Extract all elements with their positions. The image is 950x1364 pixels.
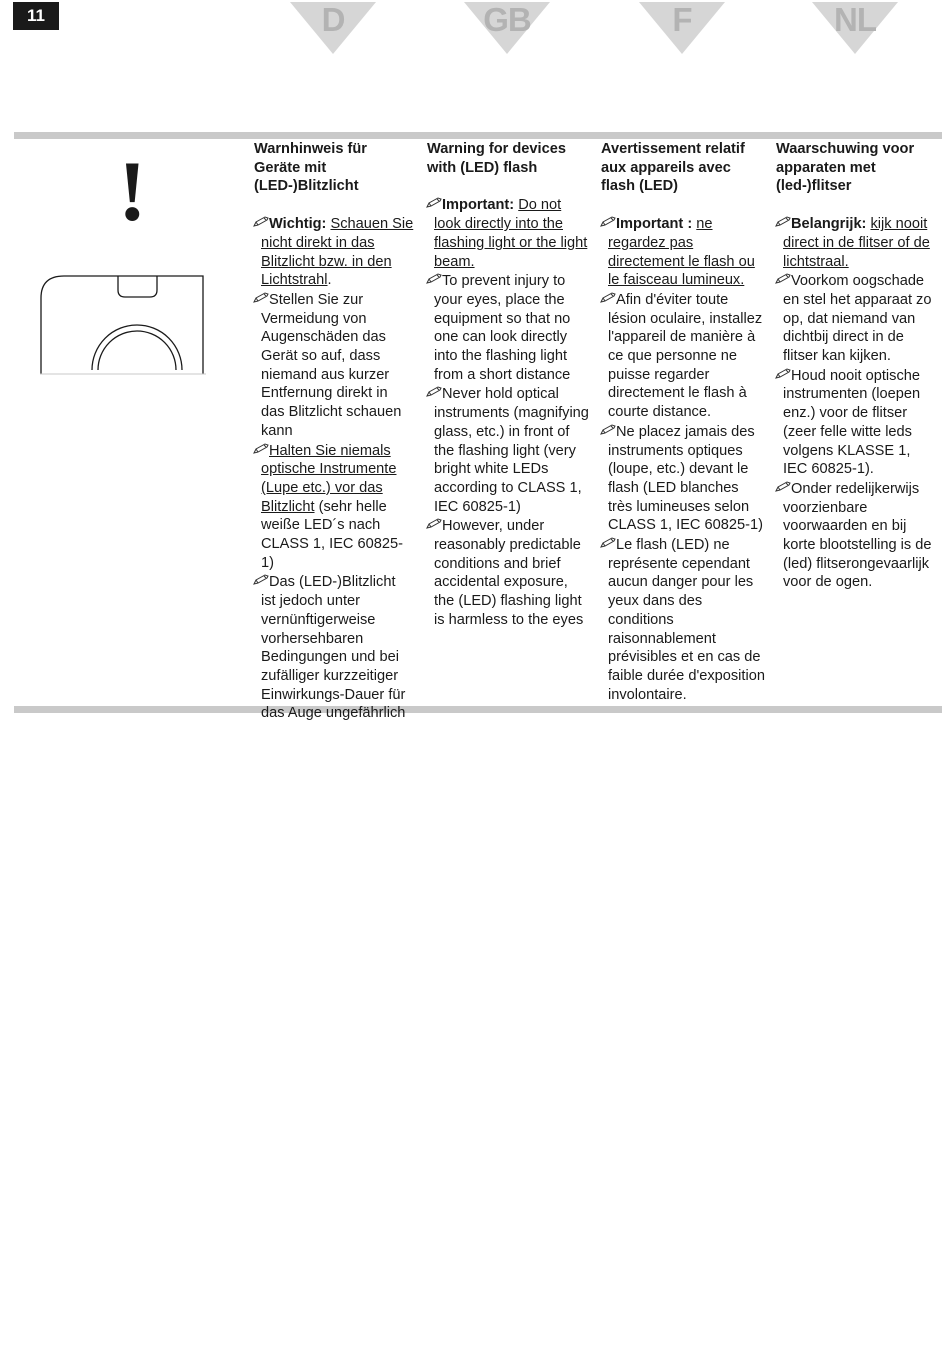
- column-french: [601, 140, 765, 704]
- item-label: Important :: [616, 216, 693, 233]
- warning-item: [427, 516, 591, 629]
- pencil-icon: [253, 214, 269, 225]
- item-text: Voorkom oogschade en stel het apparaat zo op, dat niemand van dichtbij direct in de flitser kan kijken.: [783, 273, 932, 365]
- pencil-icon: [600, 535, 616, 546]
- item-emphasis: Do not look directly into the flashing light or the light beam.: [434, 197, 588, 270]
- item-text: Ne placez jamais des instruments optiques (loupe, etc.) devant le flash (LED blanches très lumineuses selon CLASS 1, IEC 60825-1): [608, 423, 763, 534]
- item-text: Stellen Sie zur Vermeidung von Augenschäden das Gerät so auf, dass niemand aus kurzer Entfernung direkt in das Blitzlicht schauen kann: [261, 291, 402, 439]
- item-text: Afin d'éviter toute lésion oculaire, installez l'appareil de manière à ce que personne ne puisse regarder directement le flash à courte distance.: [608, 291, 763, 421]
- pencil-icon: [600, 422, 616, 433]
- column-english: [427, 140, 591, 630]
- warning-item: [601, 214, 765, 290]
- column-dutch: [776, 140, 938, 592]
- pencil-icon: [253, 572, 269, 583]
- pencil-icon: [600, 290, 616, 301]
- item-text: Houd nooit optische instrumenten (loepen enz.) voor de flitser (zeer felle witte leds volgens KLASSE 1, IEC 60825-1).: [783, 367, 921, 478]
- warning-item: [427, 384, 591, 516]
- item-text: .: [327, 272, 332, 289]
- item-text: Never hold optical instruments (magnifying glass, etc.) in front of the flashing light (very bright white LEDs according to CLASS 1, IEC 60825-1): [434, 386, 589, 515]
- item-text: (sehr helle weiße LED´s nach CLASS 1, IEC 60825-1): [261, 498, 403, 571]
- pencil-icon: [426, 271, 442, 282]
- item-text: Das (LED-)Blitzlicht ist jedoch unter vernünftigerweise vorhersehbaren Bedingungen und bei zufälliger kurzzeitiger Einwirkungs-Dauer für das Auge ungefährlich: [261, 574, 406, 722]
- column-title: Warning for devices with (LED) flash: [427, 141, 566, 176]
- warning-item: [601, 290, 765, 422]
- pencil-icon: [775, 366, 791, 377]
- item-label: Wichtig:: [269, 216, 327, 233]
- warning-item: [254, 214, 414, 290]
- warning-item: [254, 572, 414, 723]
- warning-item: [427, 271, 591, 384]
- language-tab-label: D: [321, 1, 345, 38]
- item-text: Onder redelijkerwijs voorzienbare voorwaarden en bij korte blootstelling is de (led) flitserongevaarlijk voor de ogen.: [783, 480, 932, 591]
- column-title: Waarschuwing voor apparaten met (led-)flitser: [776, 141, 915, 195]
- pencil-icon: [426, 195, 442, 206]
- language-tab-gb: [464, 2, 550, 54]
- warning-exclamation-icon: !: [118, 143, 147, 239]
- column-german: [254, 140, 414, 723]
- warning-item: [254, 441, 414, 573]
- warning-item: [776, 214, 938, 271]
- item-label: Important:: [442, 197, 515, 214]
- warning-item: [601, 422, 765, 535]
- page-number: 11: [13, 2, 59, 30]
- language-tab-label: F: [672, 1, 692, 38]
- item-label: Belangrijk:: [791, 216, 867, 233]
- item-text: Le flash (LED) ne représente cependant aucun danger pour les yeux dans des conditions raisonnablement prévisibles et en cas de faible durée d'exposition involontaire.: [608, 537, 765, 703]
- pencil-icon: [426, 516, 442, 527]
- item-emphasis: Halten Sie niemals optische Instrumente (Lupe etc.) vor das Blitzlicht: [261, 442, 397, 515]
- device-illustration: [40, 274, 206, 390]
- pencil-icon: [775, 214, 791, 225]
- warning-item: [776, 479, 938, 592]
- language-tab-d: [290, 2, 376, 54]
- pencil-icon: [253, 290, 269, 301]
- language-tab-label: NL: [834, 1, 876, 38]
- pencil-icon: [775, 271, 791, 282]
- column-title: Avertissement relatif aux appareils avec flash (LED): [601, 141, 745, 195]
- column-title: Warnhinweis für Geräte mit (LED-)Blitzlicht: [254, 141, 367, 195]
- warning-item: [776, 366, 938, 479]
- language-tab-nl: [812, 2, 898, 54]
- pencil-icon: [253, 441, 269, 452]
- top-divider: [14, 132, 942, 139]
- item-text: However, under reasonably predictable conditions and brief accidental exposure, the (LED) flashing light is harmless to the eyes: [434, 518, 584, 628]
- warning-item: [427, 195, 591, 271]
- pencil-icon: [600, 214, 616, 225]
- bottom-divider: [14, 706, 942, 713]
- warning-item: [601, 535, 765, 704]
- language-tab-label: GB: [483, 1, 531, 38]
- item-emphasis: kijk nooit direct in de flitser of de lichtstraal.: [783, 216, 930, 270]
- item-text: To prevent injury to your eyes, place the equipment so that no one can look directly into the flashing light from a short distance: [434, 273, 571, 383]
- pencil-icon: [775, 479, 791, 490]
- language-tab-f: [639, 2, 725, 54]
- item-emphasis: ne regardez pas directement le flash ou le faisceau lumineux.: [608, 216, 755, 289]
- item-emphasis: Schauen Sie nicht direkt in das Blitzlicht bzw. in den Lichtstrahl: [261, 216, 414, 289]
- warning-item: [254, 290, 414, 441]
- warning-item: [776, 271, 938, 366]
- pencil-icon: [426, 384, 442, 395]
